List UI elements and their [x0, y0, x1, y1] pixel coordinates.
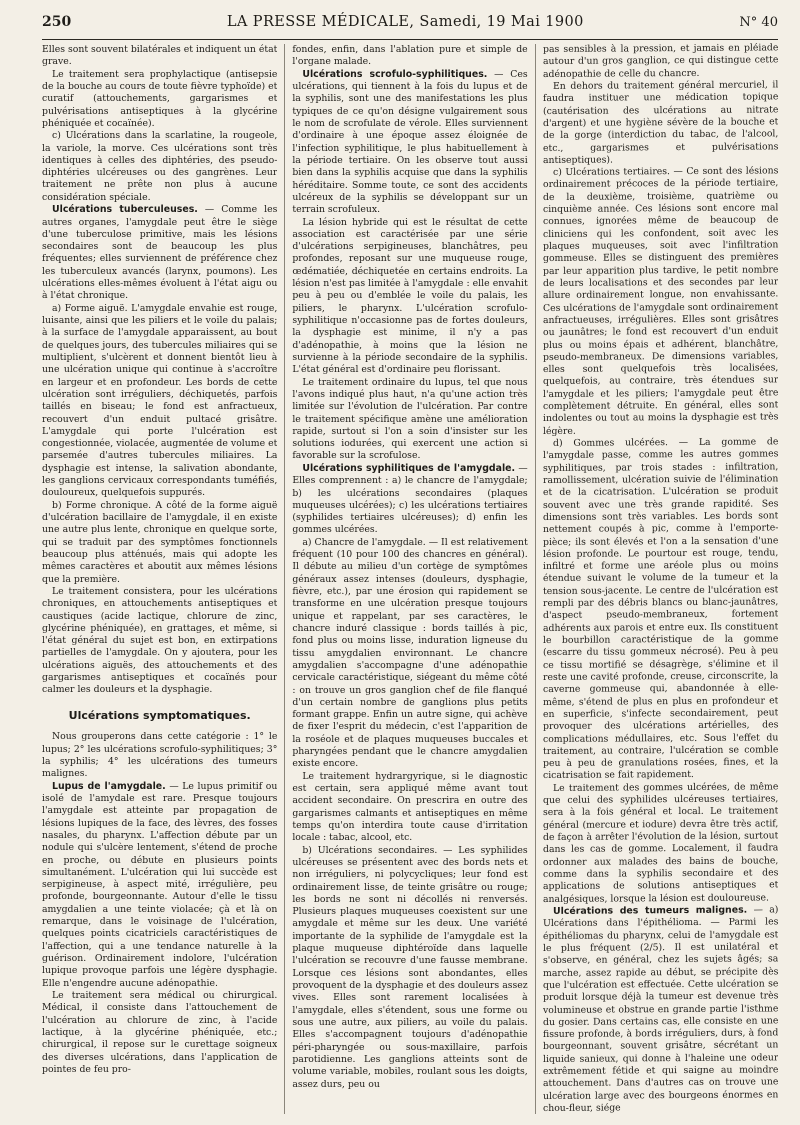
subsection-title: Ulcérations scrofulo-syphilitiques. [302, 68, 488, 80]
subsection-title: Ulcérations syphilitiques de l'amygdale. [302, 462, 516, 474]
paragraph: Le traitement consistera, pour les ulcérations chroniques, en attouchements antiseptiques et caustiques (acide lactique, chlorure de zinc, glycérine phéniquée), en grattages, et même, si l'état général du sujet est bon, en extirpations partielles de l'amygdale. On y ajoutera, pour les ulcérations aiguës, des attouchements et des gargarismes antiseptiques et cocaïnés pour calmer les douleurs et la dysphagie. [42, 585, 278, 696]
journal-title: LA PRESSE MÉDICALE, Samedi, 19 Mai 1900 [226, 14, 584, 30]
paragraph: b) Ulcérations secondaires. — Les syphilides ulcéreuses se présentent avec des bords nets et non irréguliers, ni polycycliques; leur fond est ordinairement lisse, de teinte grisâtre ou rouge; les bords ne sont ni décollés ni renversés. Plusieurs plaques muqueuses coexistent sur une amygdale et même sur les deux. Une variété importante de la syphilide de l'amygdale est la plaque muqueuse diphtéroïde dans laquelle l'ulcération se recouvre d'une fausse membrane. Lorsque ces lésions sont abondantes, elles provoquent de la dysphagie et des douleurs assez vives. Elles sont rarement localisées à l'amygdale, elles s'étendent, sous une forme ou sous une autre, aux piliers, au voile du palais. Elles s'accompagnent toujours d'adénopathie péri-pharyngée ou sous-maxillaire, parfois parotidienne. Les ganglions atteints sont de volume variable, mobiles, roulant sous les doigts, assez durs, peu ou [292, 844, 528, 1090]
column-rule [284, 44, 285, 1114]
column-rule [535, 44, 536, 1114]
paragraph [292, 463, 527, 537]
page-header [42, 14, 778, 36]
paragraph [543, 904, 778, 1114]
column-1 [42, 44, 277, 1114]
paragraph-text: — Comme les autres organes, l'amygdale peut être le siège d'une tuberculose primitive, mais les lésions secondaires sont de beaucoup les plus fréquentes; elles surviennent de préférence chez les tuberculeux avancés (larynx, poumons). Les ulcérations elles-mêmes évoluent à l'état aigu ou à l'état chronique. [42, 204, 278, 302]
paragraph: a) Forme aiguë. L'amygdale envahie est rouge, luisante, ainsi que les piliers et le voile du palais; à la surface de l'amygdale apparaissent, au bout de quelques jours, des tubercules miliaires qui se multiplient, s'ulcèrent et donnent bientôt lieu à une ulcération unique qui continue à s'accroître en largeur et en profondeur. Les bords de cette ulcération sont irréguliers, déchiquetés, parfois taillés en biseau; le fond est anfractueux, recouvert d'un enduit pultacé grisâtre. L'amygdale qui porte l'ulcération est congestionnée, violacée, augmentée de volume et parsemée d'autres tubercules miliaires. La dysphagie est intense, la salivation abondante, les ganglions cervicaux correspondants tuméfiés, douloureux, quelquefois suppurés. [42, 302, 278, 499]
column-2 [292, 44, 527, 1114]
paragraph: Elles sont souvent bilatérales et indiquent un état grave. [42, 44, 278, 68]
paragraph: Le traitement sera prophylactique (antisepsie de la bouche au cours de toute fièvre typhoïde) et curatif (attouchements, gargarismes et pulvérisations antiseptiques à la glycérine phéniquée et cocaïnée). [42, 68, 278, 129]
paragraph-text: — Le lupus primitif ou isolé de l'amydale est rare. Presque toujours l'amygdale est atteinte par propagation de lésions lupiques de la face, des lèvres, des fosses nasales, du pharynx. L'affection débute par un nodule qui s'ulcère lentement, s'étend de proche en proche, ou débute en plusieurs points simultanément. L'ulcération qui lui succède est serpigineuse, à aspect mité, irrégulière, peu profonde, bourgeonnante. Autour d'elle le tissu amygdalien a une teinte violacée; çà et là on remarque, dans le voisinage de l'ulcération, quelques points cicatriciels caractéristiques de l'affection, qui a une tendance naturelle à la guérison. Ordinairement indolore, l'ulcération lupique provoque parfois une légère dysphagie. Elle n'engendre aucune adénopathie. [42, 780, 278, 989]
paragraph: Le traitement hydrargyrique, si le diagnostic est certain, sera appliqué même avant tout accident secondaire. On prescrira en outre des gargarismes calmants et antiseptiques en même temps qu'on interdira toute cause d'irritation locale : tabac, alcool, etc. [292, 770, 528, 844]
paragraph: Le traitement sera médical ou chirurgical. Médical, il consiste dans l'attouchement de l'ulcération au chlorure de zinc, à l'acide lactique, à la glycérine phéniquée, etc.; chirurgical, il repose sur le curettage soigneux des diverses ulcérations, dans l'application de pointes de feu pro- [42, 989, 278, 1075]
subsection-title: Lupus de l'amygdale. [52, 780, 166, 792]
paragraph: d) Gommes ulcérées. — La gomme de l'amygdale passe, comme les autres gommes syphilitiques, par trois stades : infiltration, ramollissement, ulcération suivie de l'élimination et de la cicatrisation. L'ulcération se produit souvent avec une très grande rapidité. Ses dimensions sont très variables. Les bords sont nettement coupés à pic, comme à l'emporte-pièce; ils sont élevés et l'on a la sensation d'une lésion profonde. Le pourtour est rouge, tendu, infiltré et forme une aréole plus ou moins étendue suivant le volume de la tumeur et la tension sous-jacente. Le centre de l'ulcération est rempli par des débris blancs ou blanc-jaunâtres, d'aspect pseudo-membraneux, fortement adhérents aux parois et entre eux. Ils constituent le bourbillon caractéristique de la gomme (escarre du tissu gommeux nécrosé). Peu à peu ce tissu mortifié se désagrège, s'élimine et il reste une cavité profonde, creuse, circonscrite, la caverne gommeuse qui, abandonnée à elle-même, s'étend de plus en plus en profondeur et en superficie, s'infecte secondairement, peut provoquer des ulcérations artérielles, des complications médullaires, etc. Sous l'effet du traitement, au contraire, l'ulcération se comble peu à peu de granulations rosées, fines, et la cicatrisation se fait rapidement. [542, 436, 779, 782]
issue-number: N° 40 [739, 15, 778, 30]
paragraph [42, 781, 277, 990]
paragraph: b) Forme chronique. A côté de la forme aiguë d'ulcération bacillaire de l'amygdale, il en existe une autre plus lente, chronique en quelque sorte, qui se traduit par des symptômes fonctionnels beaucoup plus atténués, mais qui adopte les mêmes caractères et aboutit aux mêmes lésions que la première. [42, 499, 278, 585]
column-3 [543, 42, 778, 1114]
section-title: Ulcérations symptomatiques. [68, 708, 251, 722]
page-number: 250 [42, 14, 72, 30]
paragraph: Le traitement des gommes ulcérées, de même que celui des syphilides ulcéreuses tertiaires, sera à la fois général et local. Le traitement général (mercure et iodure) devra être très actif, de façon à arrêter l'évolution de la lésion, surtout dans les cas de gomme. Localement, il faudra ordonner aux malades des bains de bouche, comme dans la syphilis secondaire et des applications de solutions antiseptiques et analgésiques, lorsque la lésion est douloureuse. [542, 781, 779, 905]
subsection-title: Ulcérations des tumeurs malignes. [552, 904, 747, 917]
paragraph: fondes, enfin, dans l'ablation pure et simple de l'organe malade. [292, 44, 528, 68]
paragraph: En dehors du traitement général mercuriel, il faudra instituer une médication topique (cautérisation des ulcérations au nitrate d'argent) et une hygiène sévère de la bouche et de la gorge (interdiction du tabac, de l'alcool, etc., gargarismes et pulvérisations antiseptiques). [542, 79, 779, 166]
paragraph: c) Ulcérations tertiaires. — Ce sont des lésions ordinairement précoces de la période tertiaire, de la deuxième, troisième, quatrième ou cinquième année. Ces lésions sont encore mal connues, ignorées même de beaucoup de cliniciens qui les confondent, soit avec les plaques muqueuses, soit avec l'infiltration gommeuse. Elles se distinguent des premières par leur apparition plus tardive, le petit nombre de leurs localisations et des secondes par leur allure ordinairement longue, non envahissante. Ces ulcérations de l'amygdale sont ordinairement anfractueuses, irrégulières. Elles sont grisâtres ou jaunâtres; le fond est recouvert d'un enduit plus ou moins épais et adhérent, blanchâtre, pseudo-membraneux. De dimensions variables, elles sont quelquefois très localisées, quelquefois, au contraire, très étendues sur l'amygdale et les piliers; l'amygdale peut être complètement détruite. En général, elles sont indolentes ou tout au moins la dysphagie est très légère. [542, 165, 779, 437]
paragraph: Nous grouperons dans cette catégorie : 1° le lupus; 2° les ulcérations scrofulo-syphilitiques; 3° la syphilis; 4° les ulcérations des tumeurs malignes. [42, 731, 278, 780]
header-rule [42, 39, 778, 40]
paragraph [42, 204, 277, 303]
paragraph-text: — a) Ulcérations dans l'épithélioma. — Parmi les épithéliomas du pharynx, celui de l'amygdale est le plus fréquent (2/5). Il est unilatéral et s'observe, en général, chez les sujets âgés; sa marche, assez rapide au début, se précipite dès que l'ulcération est effectuée. Cette ulcération se produit lorsque déjà la tumeur est devenue très volumineuse et obstrue en grande partie l'isthme du gosier. Dans certains cas, elle consiste en une fissure profonde, à bords irréguliers, durs, à fond bourgeonnant, souvent grisâtre, sécrétant un liquide sanieux, qui donne à l'haleine une odeur extrêmement fétide et qui saigne au moindre attouchement. Dans d'autres cas on trouve une ulcération large avec des bourgeons énormes en chou-fleur, siége [542, 904, 779, 1115]
paragraph: Le traitement ordinaire du lupus, tel que nous l'avons indiqué plus haut, n'a qu'une action très limitée sur l'évolution de l'ulcération. Par contre le traitement spécifique amène une amélioration rapide, surtout si l'on a soin d'insister sur les solutions iodurées, qui exercent une action si favorable sur la scrofulose. [292, 376, 528, 462]
paragraph: La lésion hybride qui est le résultat de cette association est caractérisée par une série d'ulcérations serpigineuses, blanchâtres, peu profondes, reposant sur une muqueuse rouge, œdématiée, déchiquetée en certains endroits. La lésion n'est pas limitée à l'amygdale : elle envahit peu à peu ou d'emblée le voile du palais, les piliers, le pharynx. L'ulcération scrofulo-syphilitique n'occasionne pas de fortes douleurs, la dysphagie est minime, il n'y a pas d'adénopathie, à moins que la lésion ne survienne à la période secondaire de la syphilis. L'état général est d'ordinaire peu florissant. [292, 216, 528, 376]
paragraph: pas sensibles à la pression, et jamais en pléiade autour d'un gros ganglion, ce qui distingue cette adénopathie de celle du chancre. [542, 42, 779, 80]
text-columns [42, 44, 778, 1114]
paragraph-text: — Elles comprennent : a) le chancre de l'amygdale; b) les ulcérations secondaires (plaques muqueuses ulcérées); c) les ulcérations tertiaires (syphilides tertiaires ulcéreuses); d) enfin les gommes ulcérées. [292, 462, 528, 536]
paragraph [292, 69, 527, 217]
subsection-title: Ulcérations tuberculeuses. [52, 204, 198, 216]
paragraph-text: — Ces ulcérations, qui tiennent à la fois du lupus et de la syphilis, sont une des manifestations les plus typiques de ce qu'on désigne vulgairement sous le nom de scrofulate de vérole. Elles surviennent d'ordinaire à une époque assez éloignée de l'infection syphilitique, le plus habituellement à la période tertiaire. On les observe tout aussi bien dans la syphilis acquise que dans la syphilis héréditaire. Somme toute, ce sont des accidents ulcéreux de la syphilis se développant sur un terrain scrofuleux. [292, 68, 528, 216]
paragraph: a) Chancre de l'amygdale. — Il est relativement fréquent (10 pour 100 des chancres en général). Il débute au milieu d'un cortège de symptômes généraux assez intenses (douleurs, dysphagie, fièvre, etc.), par une érosion qui rapidement se transforme en une ulcération presque toujours unique et rappelant, par ses caractères, le chancre induré classique : bords taillés à pic, fond plus ou moins lisse, induration ligneuse du tissu amygdalien environnant. Le chancre amygdalien s'accompagne d'une adénopathie cervicale caractéristique, siégeant du même côté : on trouve un gros ganglion chef de file flanqué d'un certain nombre de ganglions plus petits formant grappe. Enfin un autre signe, qui achève de fixer l'esprit du médecin, c'est l'apparition de la roséole et de plaques muqueuses buccales et pharyngées pendant que le chancre amygdalien existe encore. [292, 536, 528, 770]
paragraph: c) Ulcérations dans la scarlatine, la rougeole, la variole, la morve. Ces ulcérations sont très identiques à celles des diphtéries, des pseudo-diphtéries ulcéreuses ou des gangrènes. Leur traitement ne prête non plus à aucune considération spéciale. [42, 130, 278, 203]
